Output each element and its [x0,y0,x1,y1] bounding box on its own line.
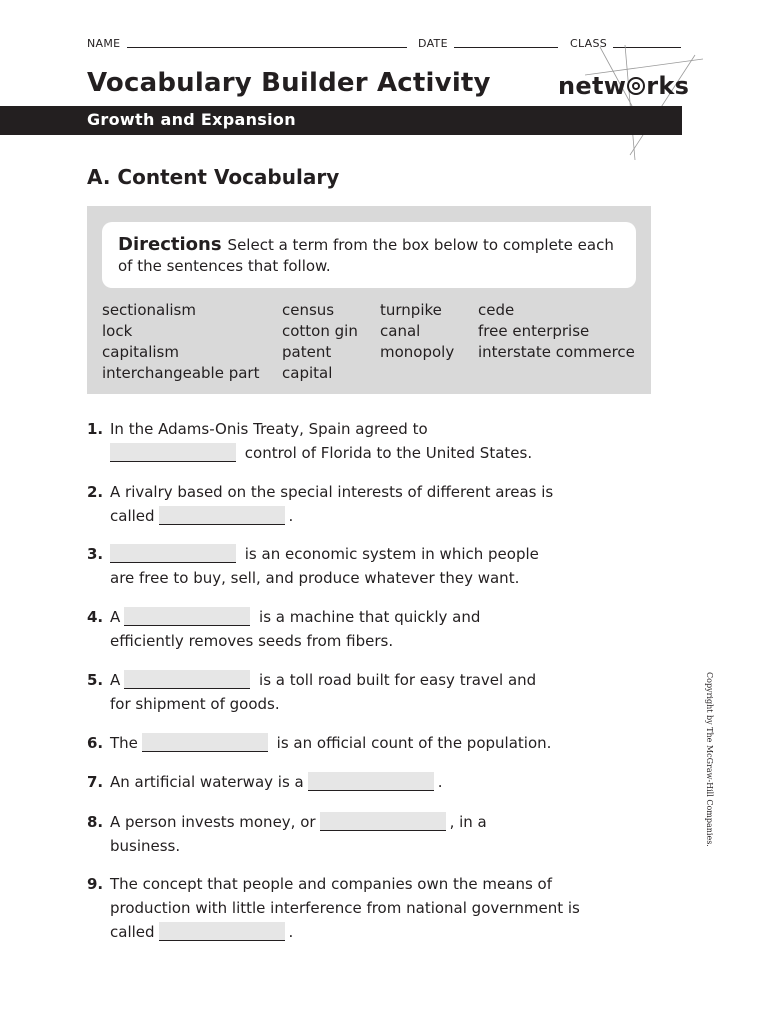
word-term: patent [282,343,332,361]
word-bank-box [87,206,651,394]
name-label: NAME [87,37,121,50]
answer-blank[interactable] [110,544,236,563]
word-term: cotton gin [282,322,358,340]
worksheet-subtitle: Growth and Expansion [87,110,296,129]
word-column-2 [282,300,358,384]
word-term: monopoly [380,343,455,361]
question-text: is an official count of the population. [271,734,552,752]
directions-heading: Directions [118,234,222,255]
name-line[interactable] [127,47,407,48]
question-number: 1. [87,420,104,438]
logo-text-start: netw [558,72,627,100]
word-term: census [282,301,335,319]
date-label: DATE [418,37,448,50]
question-text: is a machine that quickly and efficiently removes seeds from fibers. [110,608,481,650]
logo-starburst-icon [585,45,705,165]
word-term: turnpike [380,301,442,319]
worksheet-title: Vocabulary Builder Activity [87,68,491,98]
answer-blank[interactable] [320,812,446,831]
section-heading: A. Content Vocabulary [87,165,340,189]
question-text: is an economic system in which people are free to buy, sell, and produce whatever they want. [110,545,539,587]
answer-blank[interactable] [110,443,236,462]
question-number: 3. [87,545,104,563]
question-number: 5. [87,671,104,689]
question-text: , in a business. [110,813,487,855]
question-text: A person invests money, or [110,813,316,831]
question-text: . [288,923,294,941]
question-text: . [437,773,443,791]
word-term: sectionalism [102,301,196,319]
date-line[interactable] [454,47,558,48]
directions-text: Select a term from the box below to complete each of the sentences that follow. [118,236,614,275]
copyright-notice: Copyright by The McGraw-Hill Companies. [705,672,714,847]
question-text: . [288,507,294,525]
question-text: The [110,734,138,752]
target-o-icon [627,77,645,95]
word-term: cede [478,301,515,319]
question-number: 2. [87,483,104,501]
word-column-3 [380,300,454,363]
word-term: capital [282,364,333,382]
question-number: 7. [87,773,104,791]
answer-blank[interactable] [142,733,268,752]
question-number: 8. [87,813,104,831]
directions-card [102,222,636,288]
question-text: A [110,671,121,689]
question-number: 4. [87,608,104,626]
answer-blank[interactable] [124,670,250,689]
word-term: capitalism [102,343,179,361]
word-term: interchangeable part [102,364,260,382]
question-text: control of Florida to the United States. [240,444,533,462]
question-number: 9. [87,875,104,893]
answer-blank[interactable] [159,922,285,941]
networks-logo [558,72,689,100]
question-text: An artificial waterway is a [110,773,304,791]
word-term: canal [380,322,421,340]
answer-blank[interactable] [159,506,285,525]
question-text: In the Adams-Onis Treaty, Spain agreed to [110,420,428,438]
question-text: The concept that people and companies own the means of production with little interference from national government is called [110,875,580,941]
word-term: lock [102,322,133,340]
question-text: A rivalry based on the special interests of different areas is called [110,483,554,525]
logo-text-end: rks [646,72,690,100]
class-label: CLASS [570,37,608,50]
question-text: A [110,608,121,626]
word-term: interstate commerce [478,343,635,361]
question-text: is a toll road built for easy travel and for shipment of goods. [110,671,537,713]
word-column-4 [478,300,635,363]
answer-blank[interactable] [124,607,250,626]
question-number: 6. [87,734,104,752]
word-column-1 [102,300,259,384]
word-term: free enterprise [478,322,590,340]
answer-blank[interactable] [308,772,434,791]
